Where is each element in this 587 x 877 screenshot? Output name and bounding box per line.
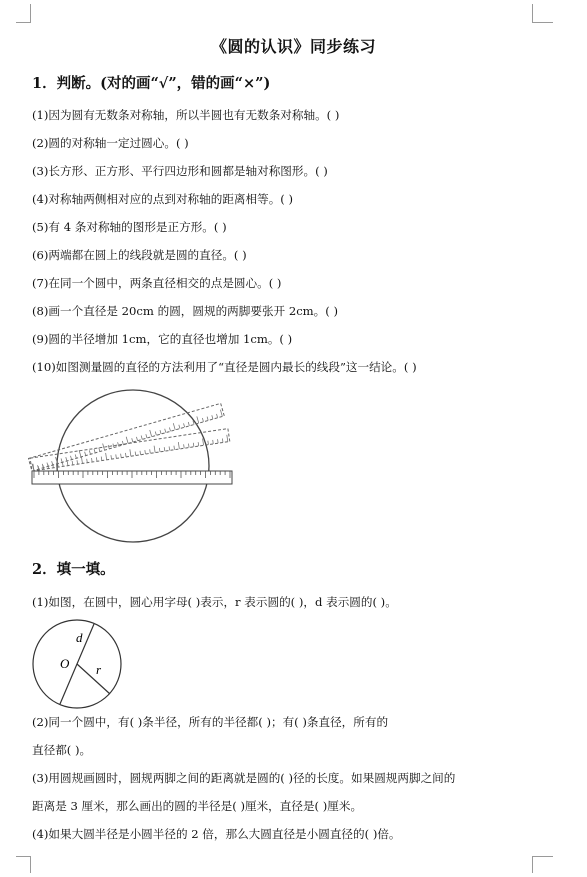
section-2-heading: 2．填一填。 [32,561,115,578]
question-1-10: (10)如图测量圆的直径的方法利用了“直径是圆内最长的线段”这一结论。( ) [32,360,417,374]
corner-mark-top-left [16,4,31,23]
fill-question-2-1: (1)如图，在圆中，圆心用字母( )表示，r 表示圆的( )，d 表示圆的( )。 [32,595,397,609]
fill-question-2-2: (2)同一个圆中，有( )条半径，所有的半径都( )；有( )条直径，所有的 [32,715,389,729]
question-1-3: (3)长方形、正方形、平行四边形和圆都是轴对称图形。( ) [32,164,328,178]
question-1-6: (6)两端都在圆上的线段就是圆的直径。( ) [32,248,247,262]
center-label: O [60,656,70,671]
section-1-heading: 1．判断。(对的画“√”，错的画“×”) [32,75,271,92]
fill-question-2-2-continued: 直径都( )。 [32,743,92,757]
radius-label: r [96,662,102,677]
question-1-9: (9)圆的半径增加 1cm，它的直径也增加 1cm。( ) [32,332,293,346]
circle-diameter-ruler-figure [28,382,238,547]
question-1-4: (4)对称轴两侧相对应的点到对称轴的距离相等。( ) [32,192,294,206]
circle-radius-diameter-figure [30,618,124,710]
corner-mark-bottom-right [532,856,553,873]
corner-mark-top-right [532,4,553,23]
measured-circle [57,390,209,542]
corner-mark-bottom-left [16,856,31,873]
diameter-label: d [76,630,83,645]
fill-question-2-3: (3)用圆规画圆时，圆规两脚之间的距离就是圆的( )径的长度。如果圆规两脚之间的 [32,771,456,785]
fill-question-2-3-continued: 距离是 3 厘米，那么画出的圆的半径是( )厘米，直径是( )厘米。 [32,799,363,813]
question-1-1: (1)因为圆有无数条对称轴，所以半圆也有无数条对称轴。( ) [32,108,340,122]
lower-ruler [32,471,232,484]
fill-question-2-4: (4)如果大圆半径是小圆半径的 2 倍，那么大圆直径是小圆直径的( )倍。 [32,827,401,841]
question-1-8: (8)画一个直径是 20cm 的圆，圆规的两脚要张开 2cm。( ) [32,304,339,318]
question-1-5: (5)有 4 条对称轴的图形是正方形。( ) [32,220,227,234]
question-1-7: (7)在同一个圆中，两条直径相交的点是圆心。( ) [32,276,282,290]
question-1-2: (2)圆的对称轴一定过圆心。( ) [32,136,189,150]
page-title: 《圆的认识》同步练习 [210,37,376,56]
radius-line [77,664,110,694]
